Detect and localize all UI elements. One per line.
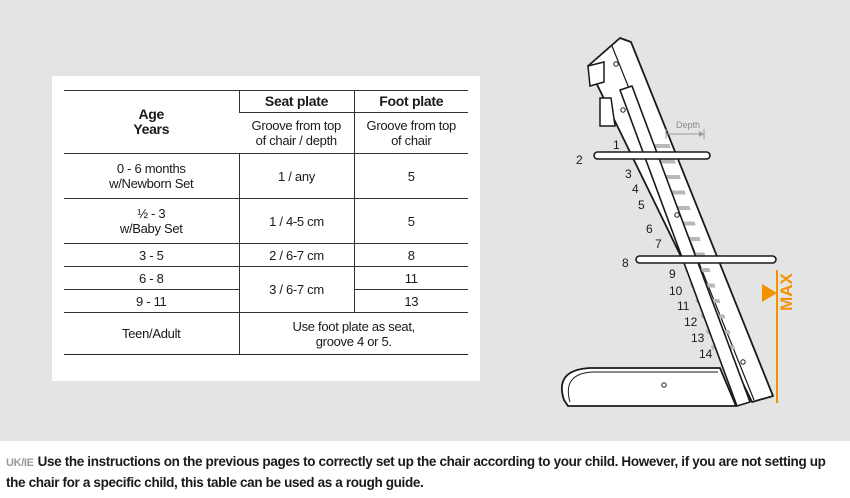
table-row — [64, 199, 468, 244]
age-cell: 3 - 5 — [64, 244, 239, 267]
table-row — [64, 244, 468, 267]
age-header-label: Age — [138, 106, 165, 122]
table-header-row — [64, 91, 468, 113]
table-row — [64, 313, 468, 355]
foot-cell: 5 — [354, 154, 468, 199]
groove-number: 12 — [684, 315, 698, 329]
foot-plate-header: Foot plate — [354, 91, 468, 113]
groove-number: 5 — [638, 198, 645, 212]
foot-plate-subheader — [354, 113, 468, 154]
groove-number: 8 — [622, 256, 629, 270]
footer-text: Use the instructions on the previous pages to correctly set up the chair according to your child. However, if you are not setting up the chair for a specific child, this table can be used as a rough guide. — [6, 454, 826, 490]
seat-cell: 3 / 6-7 cm — [239, 267, 354, 313]
groove-number: 1 — [613, 138, 620, 152]
groove-number: 9 — [669, 267, 676, 281]
foot-cell: 5 — [354, 199, 468, 244]
groove-number: 6 — [646, 222, 653, 236]
groove-stripe — [600, 206, 760, 210]
groove-number: 4 — [632, 182, 639, 196]
groove-number: 14 — [699, 347, 713, 361]
seat-cell: 2 / 6-7 cm — [239, 244, 354, 267]
depth-dimension — [666, 120, 704, 139]
age-set-line: w/Newborn Set — [109, 176, 194, 191]
age-cell — [64, 154, 239, 199]
depth-label: Depth — [676, 120, 701, 130]
years-header-label: Years — [133, 121, 170, 137]
foot-cell: 8 — [354, 244, 468, 267]
merged-plate-cell — [239, 313, 468, 355]
foot-plate — [636, 256, 776, 263]
seat-plate-header: Seat plate — [239, 91, 354, 113]
seat-cell: 1 / 4-5 cm — [239, 199, 354, 244]
table-row — [64, 154, 468, 199]
groove-stripe — [600, 191, 760, 195]
age-cell: Teen/Adult — [64, 313, 239, 355]
foot-cell: 11 — [354, 267, 468, 290]
groove-number: 3 — [625, 167, 632, 181]
size-guide-card — [52, 76, 480, 381]
seat-cell: 1 / any — [239, 154, 354, 199]
chair-backrest — [588, 62, 604, 86]
footer-note — [6, 452, 846, 493]
merged-line: Use foot plate as seat, — [292, 318, 415, 334]
seat-plate — [594, 152, 710, 159]
seat-subheader-text: Groove from top of chair / depth — [251, 118, 341, 148]
groove-number: 11 — [677, 299, 690, 313]
groove-stripe — [600, 144, 760, 148]
chair-base — [562, 368, 736, 406]
foot-subheader-text: Groove from top of chair — [366, 118, 456, 148]
groove-number: 2 — [576, 153, 583, 167]
age-header — [64, 91, 239, 154]
age-cell: 6 - 8 — [64, 267, 239, 290]
age-cell — [64, 199, 239, 244]
groove-number: 13 — [691, 331, 705, 345]
merged-line: groove 4 or 5. — [315, 333, 392, 349]
size-guide-table — [64, 90, 468, 355]
groove-number: 10 — [669, 284, 683, 298]
region-tag: UK/IE — [6, 457, 34, 469]
seat-plate-subheader — [239, 113, 354, 154]
age-cell: 9 - 11 — [64, 290, 239, 313]
foot-cell: 13 — [354, 290, 468, 313]
age-line: ½ - 3 — [137, 206, 166, 221]
max-arrow-icon — [762, 284, 777, 302]
age-set-line: w/Baby Set — [119, 221, 183, 236]
table-row — [64, 267, 468, 290]
chair-diagram — [560, 30, 800, 415]
max-label: MAX — [777, 273, 796, 311]
groove-number: 7 — [655, 237, 662, 251]
age-line: 0 - 6 months — [116, 161, 186, 176]
